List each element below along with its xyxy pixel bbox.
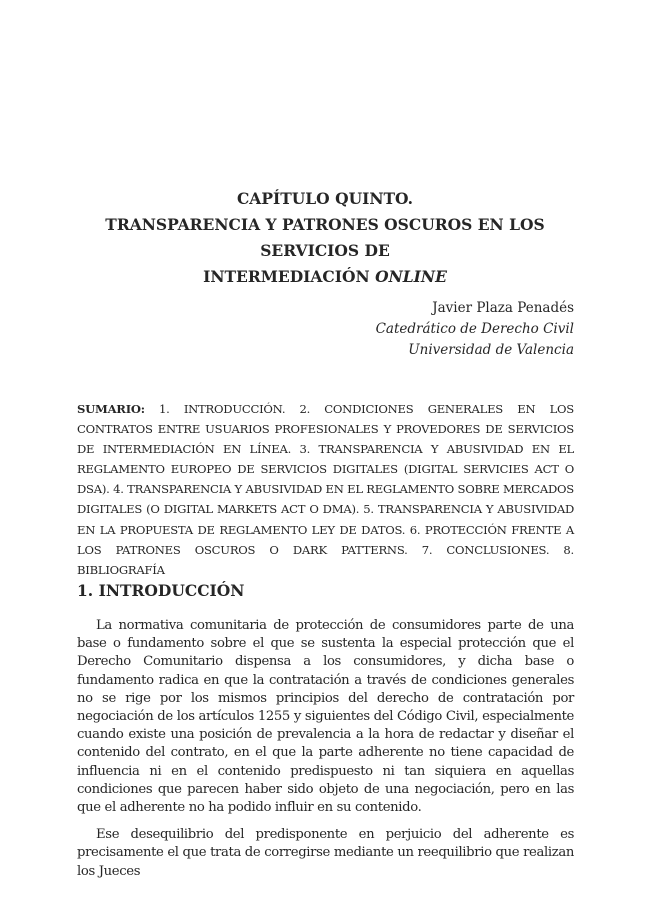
author-block xyxy=(376,298,574,361)
author-institution: Universidad de Valencia xyxy=(408,342,574,358)
summary-text: 1. INTRODUCCIÓN. 2. CONDICIONES GENERALES EN LOS CONTRATOS ENTRE USUARIOS PROFESIONALES Y PROVEDORES DE SERVICIOS DE INTERMEDIACIÓN EN LÍNEA. 3. TRANSPARENCIA Y ABUSIVIDAD EN EL REGLAMENTO EUROPEO DE SERVICIOS DIGITALES (DIGITAL SERVICIES ACT O DSA). 4. TRANSPARENCIA Y ABUSIVIDAD EN EL REGLAMENTO SOBRE MERCADOS DIGITALES (O DIGITAL MARKETS ACT O DMA). 5. TRANSPARENCIA Y ABUSIVIDAD EN LA PROPUESTA DE REGLAMENTO LEY DE DATOS. 6. PROTECCIÓN FRENTE A LOS PATRONES OSCUROS O DARK PATTERNS. 7. CONCLUSIONES. 8. BIBLIOGRAFÍA xyxy=(77,402,575,577)
body-paragraph: La normativa comunitaria de protección de consumidores parte de una base o fundamento sobre el que se sustenta la especial protección que el Derecho Comunitario dispensa a los consumidores, y dicha base o fundamento radica en que la contratación a través de condiciones generales no se rige por los mismos principios del derecho de contratación por negociación de los artículos 1255 y siguientes del Código Civil, especialmente cuando existe una posición de prevalencia a la hora de redactar y diseñar el contenido del contrato, en el que la parte adherente no tiene capacidad de influencia ni en el contenido predispuesto ni tan siquiera en aquellas condiciones que parecen haber sido objeto de una negociación, pero en las que el adherente no ha podido influir en su contenido. xyxy=(77,618,574,816)
section-heading: 1. INTRODUCCIÓN xyxy=(77,581,245,600)
chapter-title-word: INTERMEDIACIÓN xyxy=(203,267,370,286)
body-paragraph: Ese desequilibrio del predisponente en perjuicio del adherente es precisamente el que trata de corregirse mediante un reequilibrio que realizan los Jueces xyxy=(77,827,574,879)
summary-block xyxy=(77,399,574,580)
section-body xyxy=(77,617,574,890)
chapter-title xyxy=(60,186,590,290)
chapter-title-line: TRANSPARENCIA Y PATRONES OSCUROS EN LOS SERVICIOS DE xyxy=(105,215,545,260)
author-role: Catedrático de Derecho Civil xyxy=(375,321,574,337)
chapter-number: CAPÍTULO QUINTO. xyxy=(236,189,414,208)
summary-label: SUMARIO: xyxy=(77,402,145,416)
chapter-title-line-end xyxy=(60,264,590,290)
chapter-title-italic-word: ONLINE xyxy=(375,267,447,286)
author-name: Javier Plaza Penadés xyxy=(432,300,574,316)
